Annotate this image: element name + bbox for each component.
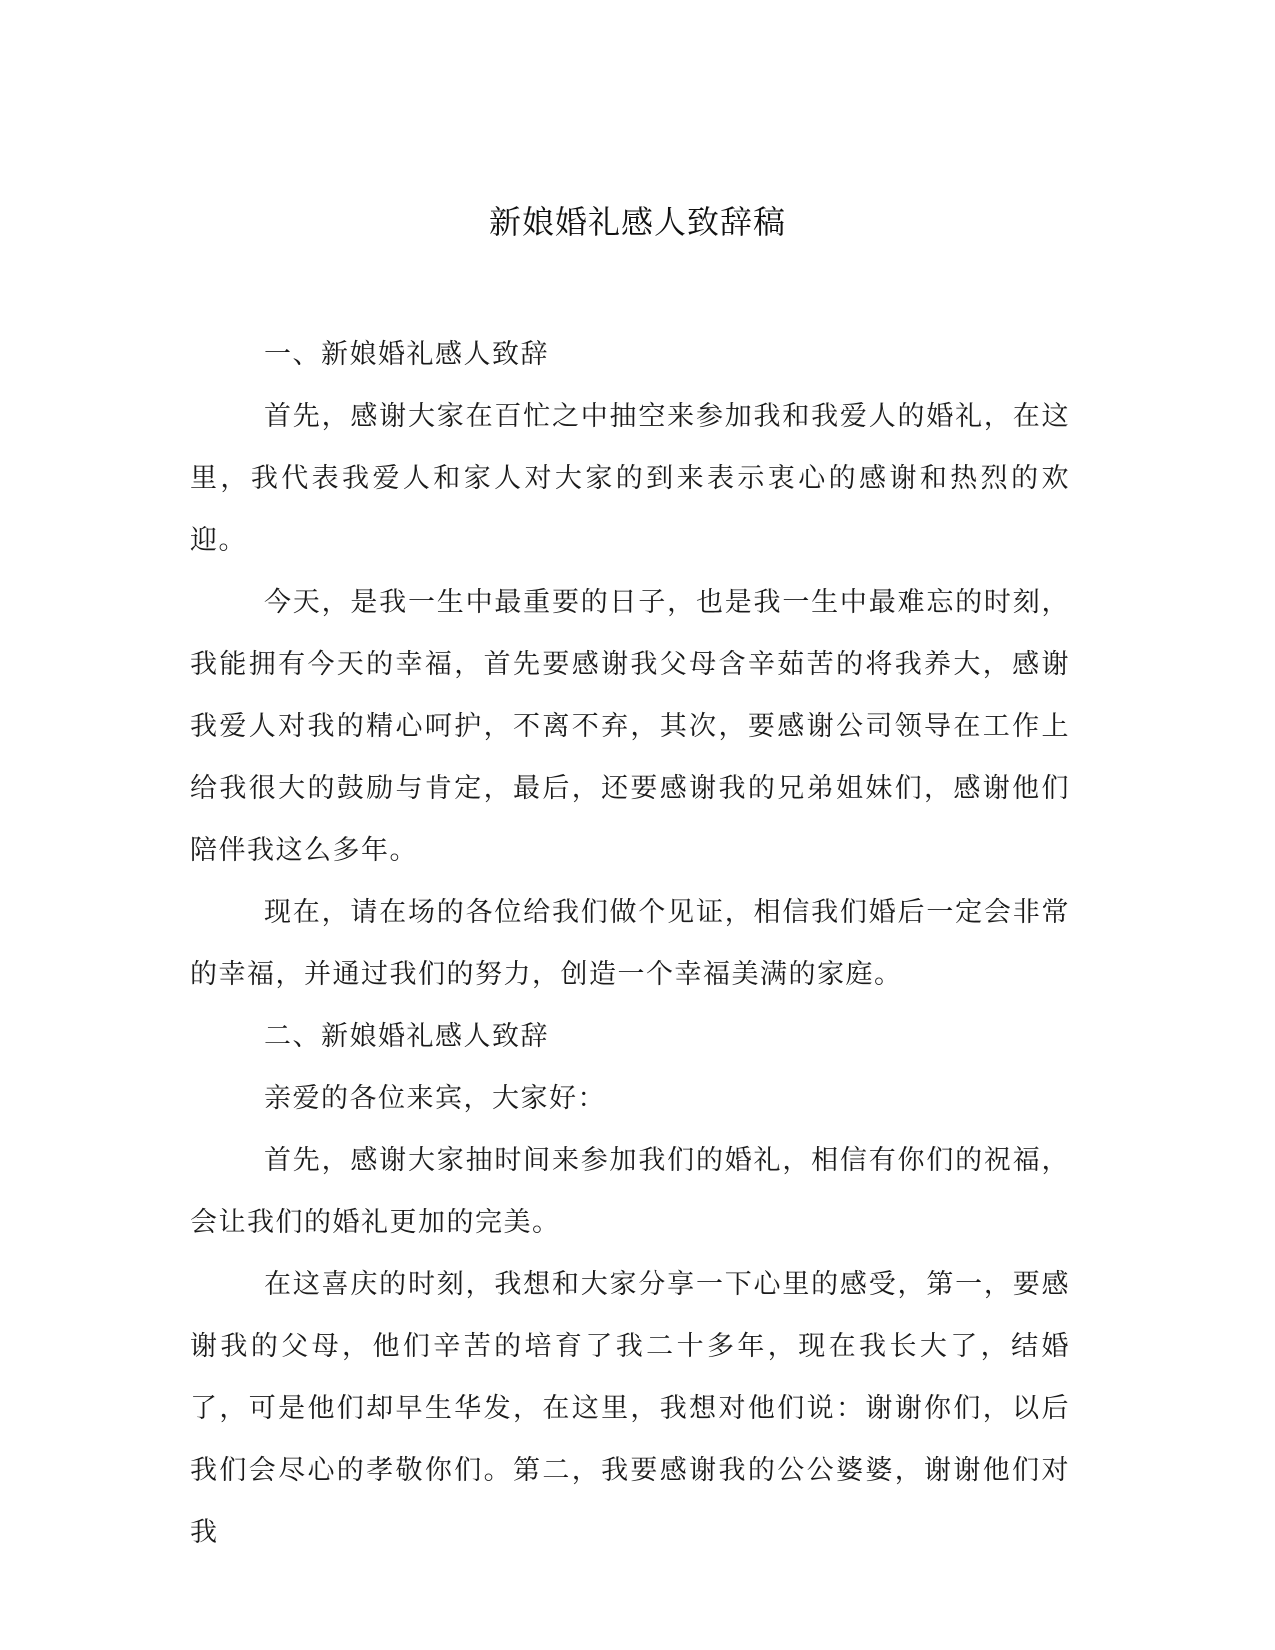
- salutation: 亲爱的各位来宾，大家好：: [264, 1083, 606, 1114]
- document-title: 新娘婚礼感人致辞稿: [488, 203, 786, 241]
- paragraph: 首先，感谢大家在百忙之中抽空来参加我和我爱人的婚礼，在这里，我代表我爱人和家人对大家的到来表示衷心的感谢和热烈的欢迎。: [190, 401, 1070, 556]
- paragraph: 首先，感谢大家抽时间来参加我们的婚礼，相信有你们的祝福，会让我们的婚礼更加的完美。: [190, 1145, 1070, 1238]
- section-heading-1: 一、新娘婚礼感人致辞: [264, 339, 549, 370]
- paragraph: 在这喜庆的时刻，我想和大家分享一下心里的感受，第一，要感谢我的父母，他们辛苦的培育了我二十多年，现在我长大了，结婚了，可是他们却早生华发，在这里，我想对他们说：谢谢你们，以后我们会尽心的孝敬你们。第二，我要感谢我的公公婆婆，谢谢他们对我: [190, 1269, 1070, 1548]
- paragraph: 现在，请在场的各位给我们做个见证，相信我们婚后一定会非常的幸福，并通过我们的努力，创造一个幸福美满的家庭。: [190, 897, 1070, 990]
- section-heading-2: 二、新娘婚礼感人致辞: [264, 1021, 549, 1052]
- document-body: [190, 324, 1070, 1564]
- paragraph: 今天，是我一生中最重要的日子，也是我一生中最难忘的时刻，我能拥有今天的幸福，首先要感谢我父母含辛茹苦的将我养大，感谢我爱人对我的精心呵护，不离不弃，其次，要感谢公司领导在工作上给我很大的鼓励与肯定，最后，还要感谢我的兄弟姐妹们，感谢他们陪伴我这么多年。: [190, 587, 1070, 866]
